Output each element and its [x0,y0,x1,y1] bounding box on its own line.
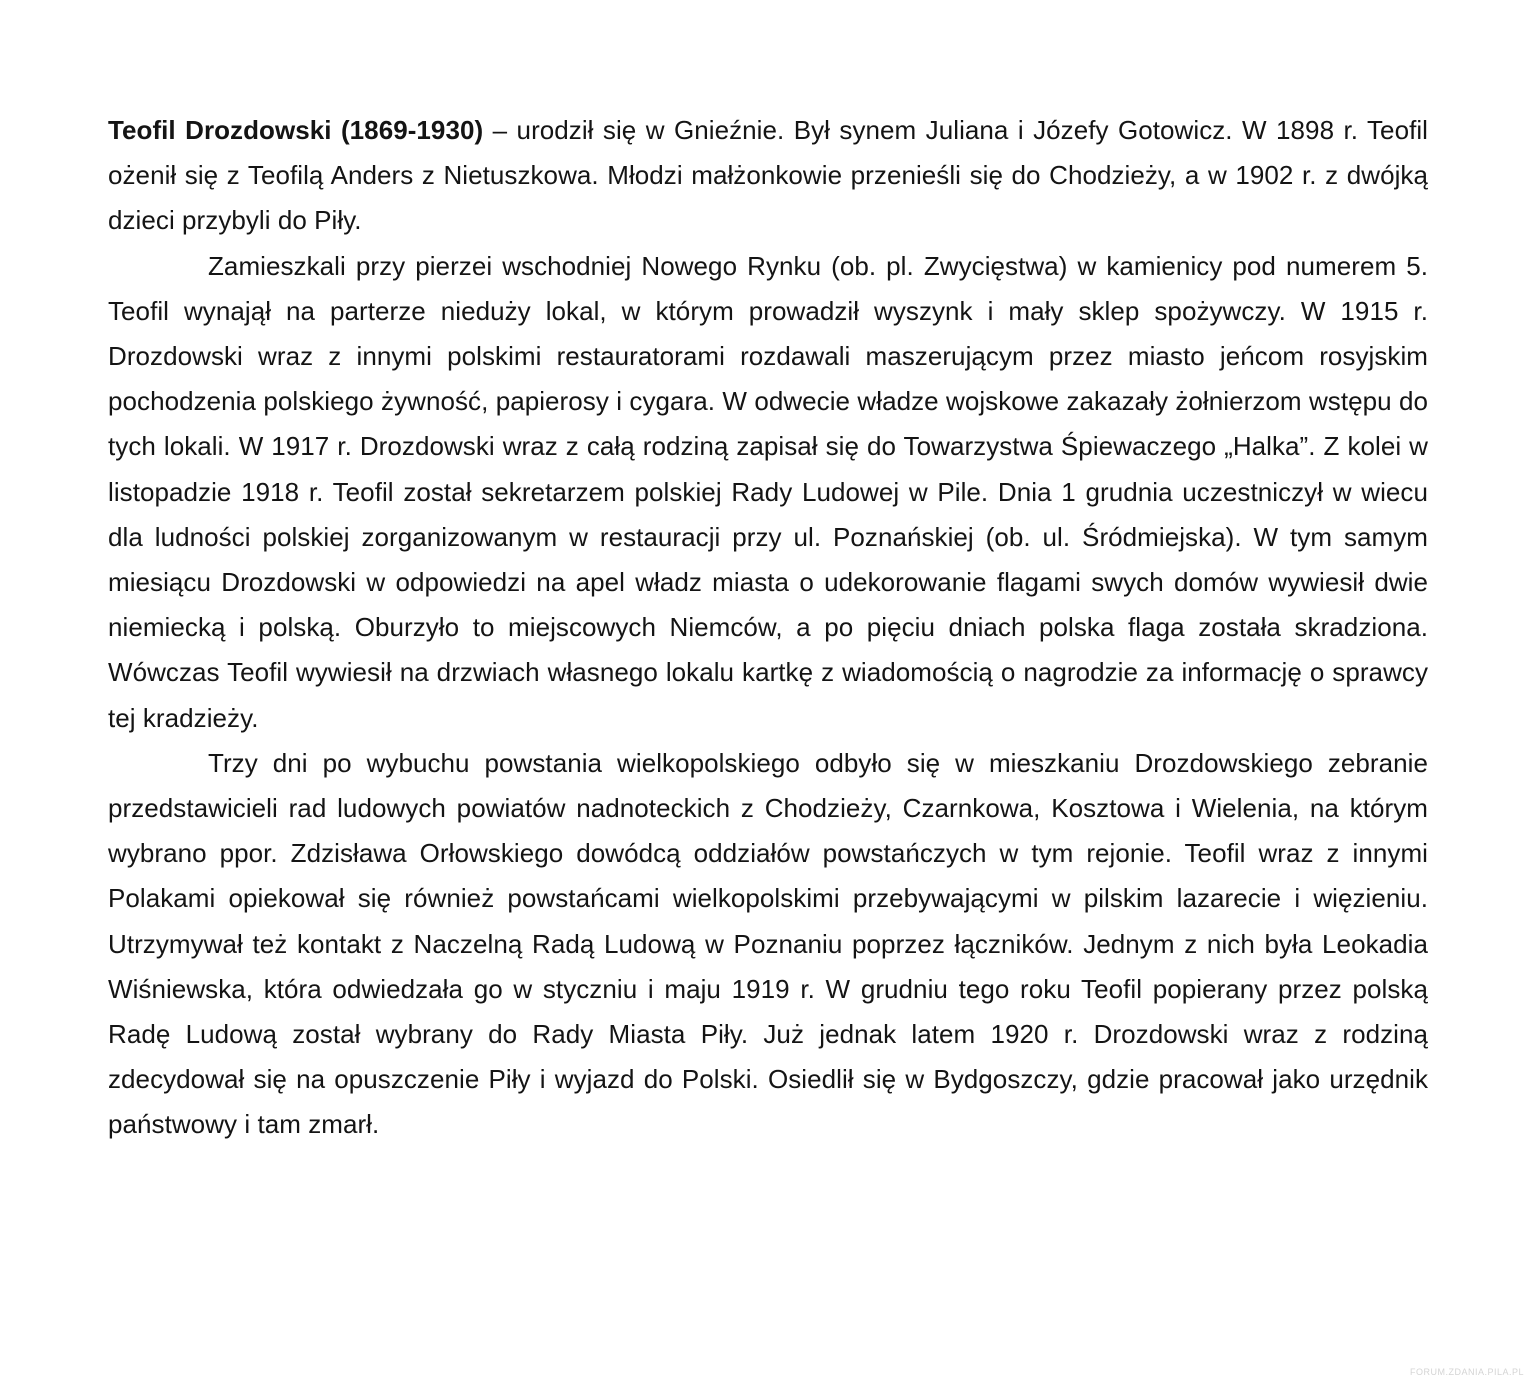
paragraph-1-text: – urodził się w Gnieźnie. Był synem Juliana i Józefy Gotowicz. W 1898 r. Teofil ożenił się z Teofilą Anders z Nietuszkowa. Młodzi małżonkowie przenieśli się do Chodzieży, a w 1902 r. z dwójką dzieci przybyli do Piły. [108,115,1429,236]
paragraph-1 [108,108,1428,244]
document-body [108,108,1428,1148]
paragraph-2: Zamieszkali przy pierzei wschodniej Nowego Rynku (ob. pl. Zwycięstwa) w kamienicy pod numerem 5. Teofil wynajął na parterze nieduży lokal, w którym prowadził wyszynk i mały sklep spożywczy. W 1915 r. Drozdowski wraz z innymi polskimi restauratorami rozdawali maszerującym przez miasto jeńcom rosyjskim pochodzenia polskiego żywność, papierosy i cygara. W odwecie władze wojskowe zakazały żołnierzom wstępu do tych lokali. W 1917 r. Drozdowski wraz z całą rodziną zapisał się do Towarzystwa Śpiewaczego „Halka”. Z kolei w listopadzie 1918 r. Teofil został sekretarzem polskiej Rady Ludowej w Pile. Dnia 1 grudnia uczestniczył w wiecu dla ludności polskiej zorganizowanym w restauracji przy ul. Poznańskiej (ob. ul. Śródmiejska). W tym samym miesiącu Drozdowski w odpowiedzi na apel władz miasta o udekorowanie flagami swych domów wywiesił dwie niemiecką i polską. Oburzyło to miejscowych Niemców, a po pięciu dniach polska flaga została skradziona. Wówczas Teofil wywiesił na drzwiach własnego lokalu kartkę z wiadomością o nagrodzie za informację o sprawcy tej kradzieży. [108,250,1428,733]
source-watermark: FORUM.ZDANIA.PILA.PL [1409,1367,1524,1377]
biography-heading: Teofil Drozdowski (1869-1930) [108,115,484,145]
paragraph-3: Trzy dni po wybuchu powstania wielkopolskiego odbyło się w mieszkaniu Drozdowskiego zebranie przedstawicieli rad ludowych powiatów nadnoteckich z Chodzieży, Czarnkowa, Kosztowa i Wielenia, na którym wybrano ppor. Zdzisława Orłowskiego dowódcą oddziałów powstańczych w tym rejonie. Teofil wraz z innymi Polakami opiekował się również powstańcami wielkopolskimi przebywającymi w pilskim lazarecie i więzieniu. Utrzymywał też kontakt z Naczelną Radą Ludową w Poznaniu poprzez łączników. Jednym z nich była Leokadia Wiśniewska, która odwiedzała go w styczniu i maju 1919 r. W grudniu tego roku Teofil popierany przez polską Radę Ludową został wybrany do Rady Miasta Piły. Już jednak latem 1920 r. Drozdowski wraz z rodziną zdecydował się na opuszczenie Piły i wyjazd do Polski. Osiedlił się w Bydgoszczy, gdzie pracował jako urzędnik państwowy i tam zmarł. [108,747,1428,1140]
